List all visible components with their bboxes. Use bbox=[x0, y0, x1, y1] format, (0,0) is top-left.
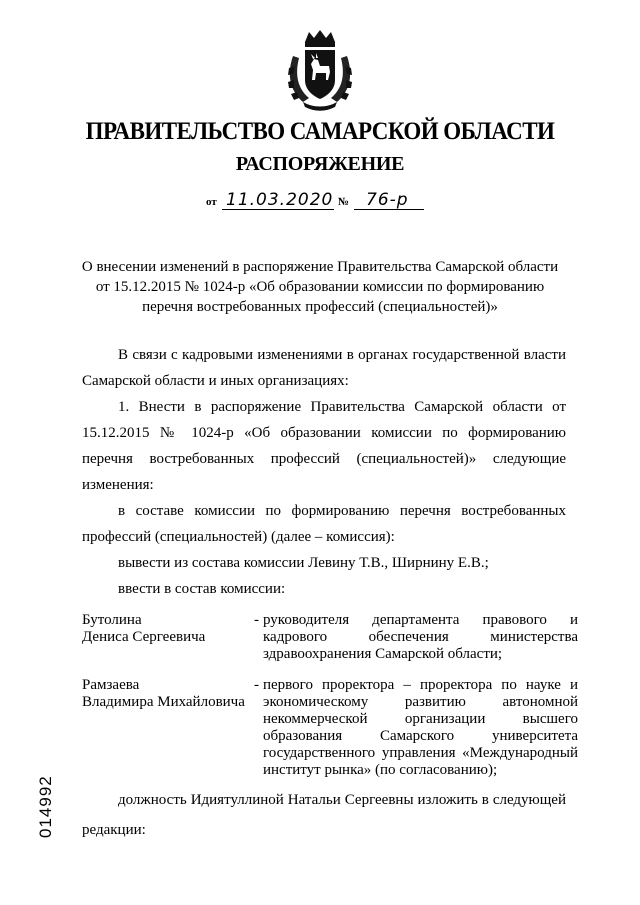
item-1-paragraph: 1. Внести в распоряжение Правительства Самарской области от 15.12.2015 № 1024-р «Об образовании комиссии по формированию перечня востребованных профессий (специальностей)» следующие изменения: bbox=[82, 399, 566, 493]
member-position: руководителя департамента правового и кадрового обеспечения министерства здравоохранения Самарской области; bbox=[263, 612, 578, 662]
margin-registration-number: 014992 bbox=[36, 775, 55, 838]
intro-paragraph: В связи с кадровыми изменениями в органах государственной власти Самарской области и иных организациях: bbox=[82, 347, 566, 389]
position-change-paragraph: должность Идиятуллиной Натальи Сергеевны изложить в следующей редакции: bbox=[82, 792, 566, 838]
add-members-paragraph: ввести в состав комиссии: bbox=[118, 581, 286, 597]
member-dash: - bbox=[254, 677, 259, 693]
date-number-line bbox=[206, 190, 426, 214]
document-date: 11.03.2020 bbox=[226, 190, 334, 210]
member-position: первого проректора – проректора по науке и экономическому развитию автономной некоммерческой организации высшего образования Самарского университета государственного управления «Международный институт рынка» (по согласованию); bbox=[263, 677, 578, 778]
member-given-names: Владимира Михайловича bbox=[82, 694, 245, 710]
subject-line: перечня востребованных профессий (специальностей)» bbox=[142, 299, 498, 315]
organization-title: ПРАВИТЕЛЬСТВО САМАРСКОЙ ОБЛАСТИ bbox=[85, 118, 555, 145]
document-type: РАСПОРЯЖЕНИЕ bbox=[235, 153, 405, 175]
member-given-names: Дениса Сергеевича bbox=[82, 629, 206, 645]
subject-line: от 15.12.2015 № 1024-р «Об образовании комиссии по формированию bbox=[95, 279, 545, 295]
document-subject bbox=[70, 257, 570, 317]
member-dash: - bbox=[254, 612, 259, 628]
subject-line: О внесении изменений в распоряжение Правительства Самарской области bbox=[81, 259, 559, 275]
coat-of-arms-icon bbox=[285, 28, 355, 112]
number-prefix: № bbox=[338, 196, 350, 208]
composition-paragraph: в составе комиссии по формированию перечня востребованных профессий (специальностей) (далее – комиссия): bbox=[82, 503, 566, 545]
member-surname: Бутолина bbox=[82, 612, 142, 628]
member-surname: Рамзаева bbox=[82, 677, 140, 693]
document-number: 76-р bbox=[366, 190, 409, 210]
member-name bbox=[82, 677, 262, 711]
date-prefix: от bbox=[206, 196, 217, 208]
remove-members-paragraph: вывести из состава комиссии Левину Т.В., Ширнину Е.В.; bbox=[118, 555, 489, 571]
member-name bbox=[82, 612, 262, 646]
